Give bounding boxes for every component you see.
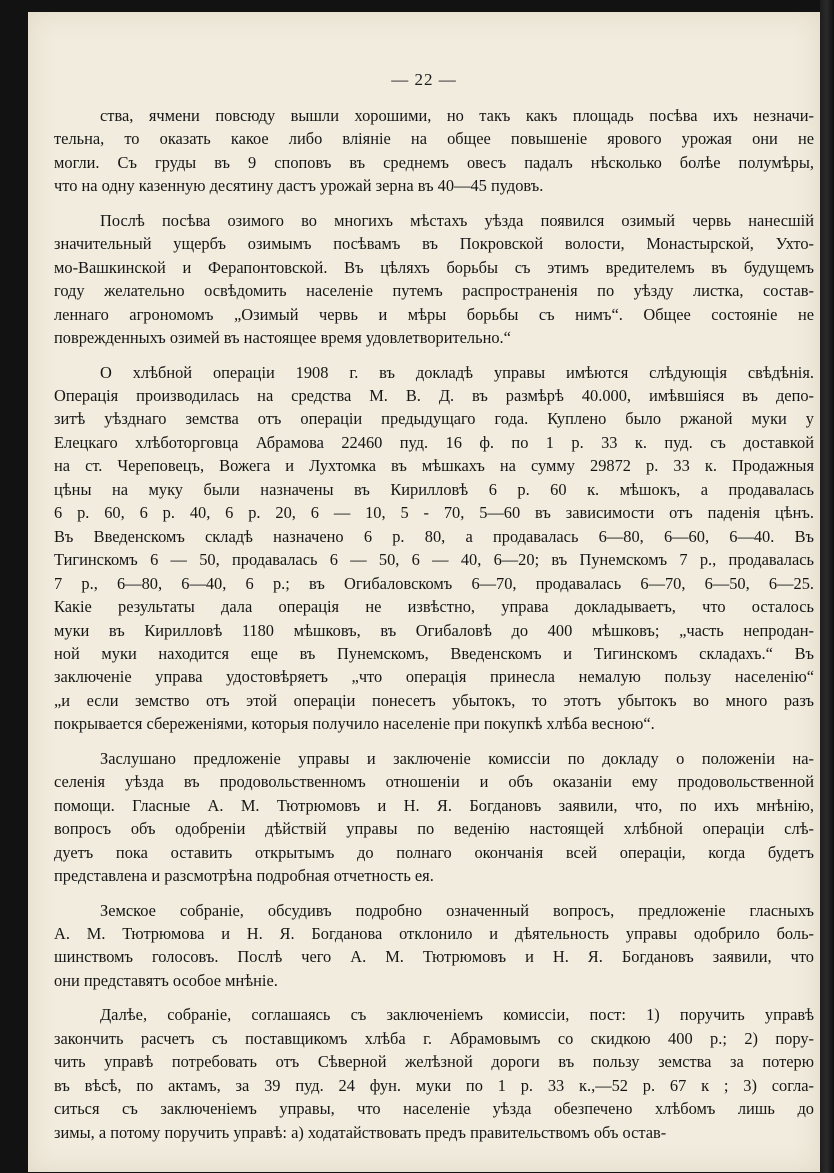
text-line: Заслушано предложеніе управы и заключеніе комиссіи по докладу о положеніи на- xyxy=(100,748,814,768)
text-line: представлена и разсмотрѣна подробная отчетность ея. xyxy=(54,866,434,886)
text-line: закончить расчетъ съ поставщикомъ хлѣба г. Абрамовымъ со скидкою 400 р.; 2) пору- xyxy=(54,1028,814,1048)
text-line: леннаго агрономомъ „Озимый червь и мѣры борьбы съ нимъ“. Общее состояніе не xyxy=(54,304,814,324)
text-line: Земское собраніе, обсудивъ подробно означенный вопросъ, предложеніе гласныхъ xyxy=(100,900,814,920)
text-line: „и если земство отъ этой операціи понесетъ убытокъ, то этотъ убытокъ во много разъ xyxy=(54,690,814,710)
text-line: дуетъ пока оставить открытымъ до полнаго окончанія всей операціи, когда будетъ xyxy=(54,842,814,862)
text-line: въ вѣсѣ, по актамъ, за 39 пуд. 24 фун. муки по 1 р. 33 к.,—52 р. 67 к ; 3) согла- xyxy=(54,1075,814,1095)
text-line: зитѣ уѣзднаго земства отъ операціи предыдущаго года. Куплено было ржаной муки у xyxy=(54,409,814,429)
paragraph xyxy=(54,1003,814,1144)
text-line: ситься съ заключеніемъ управы, что населеніе уѣзда обезпечено хлѣбомъ лишь до xyxy=(54,1099,814,1119)
text-line: 6 р. 60, 6 р. 40, 6 р. 20, 6 — 10, 5 - 70, 5—60 въ зависимости отъ паденія цѣнъ. xyxy=(54,503,814,523)
text-line: году желательно освѣдомить населеніе путемъ распространенія по уѣзду листка, состав- xyxy=(54,281,814,301)
paragraph xyxy=(54,361,814,736)
text-line: селенія уѣзда въ продовольственномъ отношеніи и объ оказаніи ему продовольственной xyxy=(54,772,814,792)
text-line: могли. Съ груды въ 9 споповъ въ среднемъ овесъ падалъ нѣсколько болѣе полумѣры, xyxy=(54,152,814,172)
text-line: ства, ячмени повсюду вышли хорошими, но такъ какъ площадь посѣва ихъ незначи- xyxy=(100,106,814,125)
text-line: заключеніе управа удостовѣряетъ „что операція принесла немалую пользу населенію“ xyxy=(54,667,814,687)
text-line: Въ Введенскомъ складѣ назначено 6 р. 80, а продавалась 6—80, 6—60, 6—40. Въ xyxy=(54,526,814,546)
text-line: помощи. Гласные А. М. Тютрюмовъ и Н. Я. Богдановъ заявили, что, по ихъ мнѣнію, xyxy=(54,795,814,815)
text-line: покрывается сбереженіями, которыя получило населеніе при покупкѣ хлѣба весною“. xyxy=(54,714,655,734)
text-line: А. М. Тютрюмова и Н. Я. Богданова отклонило и дѣятельность управы одобрило боль- xyxy=(54,923,814,943)
document-page xyxy=(28,12,820,1172)
text-line: шинствомъ голосовъ. Послѣ чего А. М. Тютрюмовъ и Н. Я. Богдановъ заявили, что xyxy=(54,947,814,967)
book-spine-edge xyxy=(820,0,834,1173)
text-line: значительный ущербъ озимымъ посѣвамъ въ Покровской волости, Монастырской, Ухто- xyxy=(54,234,814,254)
text-line: Послѣ посѣва озимого во многихъ мѣстахъ уѣзда появился озимый червь нанесшій xyxy=(100,210,814,230)
text-line: вопросъ объ одобреніи дѣйствій управы по веденію настоящей хлѣбной операціи слѣ- xyxy=(54,819,814,839)
text-line: Далѣе, собраніе, соглашаясь съ заключеніемъ комиссіи, пост: 1) поручить управѣ xyxy=(100,1005,814,1025)
paragraph xyxy=(54,104,814,198)
paragraph xyxy=(54,899,814,993)
page-number: — 22 — xyxy=(391,70,457,89)
text-line: тельна, то оказать какое либо вліяніе на общее повышеніе ярового урожая они не xyxy=(54,129,814,149)
text-line: что на одну казенную десятину дастъ урожай зерна въ 40—45 пудовъ. xyxy=(54,176,544,196)
text-line: мо-Вашкинской и Ферапонтовской. Въ цѣляхъ борьбы съ этимъ вредителемъ въ будущемъ xyxy=(54,257,814,277)
paragraph xyxy=(54,209,814,350)
document-body xyxy=(54,104,814,1155)
text-line: чить управѣ потребовать отъ Сѣверной желѣзной дороги въ пользу земства за потерю xyxy=(54,1052,814,1072)
text-line: Елецкаго хлѣботорговца Абрамова 22460 пуд. 16 ф. по 1 р. 33 к. пуд. съ доставкой xyxy=(54,432,814,452)
text-line: Тигинскомъ 6 — 50, продавалась 6 — 50, 6 — 40, 6—20; въ Пунемскомъ 7 р., продавалась xyxy=(54,550,814,570)
text-line: Какіе результаты дала операція не извѣстно, управа докладываетъ, что осталось xyxy=(54,597,814,617)
text-line: О хлѣбной операціи 1908 г. въ докладѣ управы имѣются слѣдующія свѣдѣнія. xyxy=(100,362,814,382)
text-line: зимы, а потому поручить управѣ: а) ходатайствовать предъ правительствомъ объ остав- xyxy=(54,1122,667,1142)
text-line: они представятъ особое мнѣніе. xyxy=(54,970,278,990)
text-line: ной муки находится еще въ Пунемскомъ, Введенскомъ и Тигинскомъ складахъ.“ Въ xyxy=(54,643,814,663)
text-line: муки въ Кирилловѣ 1180 мѣшковъ, въ Огибаловѣ до 400 мѣшковъ; „часть непродан- xyxy=(54,620,814,640)
text-line: Операція производилась на средства М. В. Д. въ размѣрѣ 40.000, имѣвшіяся въ депо- xyxy=(54,385,814,405)
paragraph xyxy=(54,747,814,888)
text-line: цѣны на муку были назначены въ Кирилловѣ 6 р. 60 к. мѣшокъ, а продавалась xyxy=(54,479,814,499)
text-line: на ст. Череповецъ, Вожега и Лухтомка въ мѣшкахъ на сумму 29872 р. 33 к. Продажныя xyxy=(54,456,814,476)
text-line: поврежденныхъ озимей въ настоящее время удовлетворительно.“ xyxy=(54,328,511,348)
text-line: 7 р., 6—80, 6—40, 6 р.; въ Огибаловскомъ 6—70, продавалась 6—70, 6—50, 6—25. xyxy=(54,573,814,593)
